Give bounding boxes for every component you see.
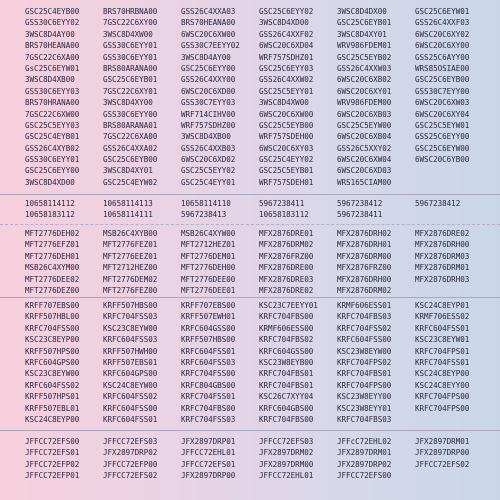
table-row — [0, 403, 500, 414]
part-code-cell: 5967238412 — [337, 199, 383, 208]
part-code-cell: JFFCC72EHL01 — [181, 448, 236, 458]
part-code-cell: 6WSC20C6XD04 — [259, 41, 314, 51]
part-code-cell: JFX2897DRM01 — [415, 437, 470, 446]
part-code-cell: WRS165CIAM00 — [337, 177, 392, 187]
part-code-cell: JFFCC72EFP00 — [103, 459, 158, 469]
part-code-cell: GSC25C5EYY01 — [259, 86, 314, 96]
part-code-cell: GSC25C5EYW00 — [337, 120, 392, 130]
part-code-cell: MFX2876DRH00 — [415, 240, 470, 250]
part-code-cell: JFFCC72EFP02 — [25, 459, 80, 469]
part-code-cell: KRFC604FSS02 — [25, 380, 80, 390]
part-code-cell: GSS30C6EYY02 — [25, 18, 80, 28]
table-row — [0, 198, 500, 209]
table-row — [0, 300, 500, 311]
part-code-cell: MFX2876DRM02 — [337, 285, 392, 295]
part-code-cell: GSS26C5XXY02 — [337, 143, 392, 153]
table-row — [0, 414, 500, 425]
part-code-cell: 6WSC20C6XW00 — [259, 109, 314, 119]
part-code-cell: KRFF507HBL00 — [25, 312, 80, 322]
part-code-cell: 3WSC8D4AY00 — [25, 29, 75, 39]
part-code-cell: KRFC704FBS03 — [337, 312, 392, 322]
table-row — [0, 143, 500, 154]
part-code-cell: BRS70HEANA00 — [181, 18, 236, 28]
part-code-cell: KSC23W8EYY01 — [337, 403, 392, 413]
part-code-cell: 3WSC8D4DX00 — [337, 7, 387, 16]
part-code-cell: 5967238411 — [337, 210, 383, 220]
part-code-cell: KRFC704FSS03 — [181, 414, 236, 424]
table-row — [0, 74, 500, 85]
part-code-cell: KRFC704FSS03 — [103, 312, 158, 322]
part-code-cell: JFX2897DRM00 — [259, 459, 314, 469]
part-code-cell: MFX2876DRE03 — [259, 274, 314, 284]
part-code-cell: MFX2876FRZ00 — [337, 263, 392, 273]
part-code-cell: WRV986FDEM00 — [337, 98, 392, 108]
part-code-cell: WRF757SDHZ01 — [259, 52, 314, 62]
table-row — [0, 52, 500, 63]
part-code-cell: JFFCC72EFP01 — [25, 471, 80, 481]
part-code-cell: KRFC604FSS01 — [103, 414, 158, 424]
table-row — [0, 285, 500, 296]
part-code-cell: JFFCC72EFS00 — [337, 471, 392, 481]
part-code-cell: JFFcC72EHL02 — [337, 437, 392, 446]
part-code-cell: 10658183112 — [25, 210, 75, 220]
part-code-cell: KSC23C8EYP00 — [25, 335, 80, 345]
part-code-cell: MSB26C4XYW00 — [181, 229, 236, 238]
part-code-cell: 7GSC22C6XY01 — [103, 86, 158, 96]
part-code-cell: 3WSC8D4XW00 — [259, 98, 309, 108]
table-row — [0, 323, 500, 334]
part-code-cell: 6WSC20C6XD02 — [181, 155, 236, 165]
part-code-cell: KSC23C8EYW01 — [415, 335, 470, 345]
part-code-cell: 6WSC20C6XY00 — [415, 41, 470, 51]
part-code-cell: MFX2876DRE00 — [259, 263, 314, 273]
part-code-cell: JFX2897DRP01 — [181, 437, 236, 446]
table-row — [0, 459, 500, 470]
table-row — [0, 357, 500, 368]
part-code-cell: WRF757SDEH01 — [259, 177, 314, 187]
section-divider — [0, 194, 500, 195]
part-code-cell: BRS70HRANA00 — [25, 98, 80, 108]
part-code-cell: 3WSC8D4XY01 — [103, 166, 153, 176]
part-code-cell: KRFF707EBS00 — [181, 301, 236, 310]
table-row — [0, 334, 500, 345]
table-row — [0, 63, 500, 74]
part-code-cell: KRFC604GPS00 — [25, 357, 80, 367]
part-code-cell: MFT2776DEE02 — [25, 274, 80, 284]
table-row — [0, 251, 500, 262]
part-code-cell: 6WSC20C6XB02 — [337, 75, 392, 85]
part-code-cell: 6WSC20C6XW03 — [415, 98, 470, 108]
part-code-cell: 5967238412 — [415, 199, 461, 208]
part-code-cell: KRMF606ESS00 — [259, 323, 314, 333]
part-code-cell: KRFC704FSS00 — [181, 369, 236, 379]
table-row — [0, 311, 500, 322]
part-code-cell: 3WSC8D4XB00 — [181, 132, 231, 142]
part-code-cell: MFT2712HEZ01 — [181, 240, 236, 250]
part-code-cell — [415, 209, 491, 220]
part-code-cell: GSC25C6EYW01 — [415, 7, 470, 16]
table-row — [0, 86, 500, 97]
part-code-cell: MFX2876DRE02 — [259, 285, 314, 295]
part-code-cell: GSS30C7EYY03 — [181, 98, 236, 108]
part-code-cell: BRS80ARANA00 — [103, 63, 158, 73]
section-divider — [0, 430, 500, 431]
part-code-cell: GSS30C7EEYY02 — [181, 41, 240, 51]
part-code-cell: 7GSC22C6XA00 — [25, 52, 80, 62]
part-code-cell: 6WSC20C6XY04 — [415, 109, 470, 119]
part-code-cell: JFX2897DRP00 — [415, 448, 470, 458]
part-code-cell: KSC23W8EYB00 — [259, 357, 314, 367]
table-row — [0, 228, 500, 239]
part-code-cell: GSS30C6EYY01 — [25, 155, 80, 165]
part-code-cell: MFT2776EFZ01 — [25, 240, 80, 250]
part-code-cell: KRMF706ESS02 — [415, 312, 470, 322]
part-code-cell: GSS25C6EYY00 — [415, 132, 470, 142]
part-code-cell: 10658183112 — [259, 210, 309, 220]
part-code-cell: KRFC704FSS01 — [181, 392, 236, 402]
part-code-cell: WRF757SDHZ00 — [181, 120, 236, 130]
part-code-cell: GSC25C6EYY02 — [259, 7, 314, 16]
part-code-cell: JFFCC72EHL01 — [259, 471, 314, 481]
part-code-cell: MFT2776DEZ00 — [25, 285, 80, 295]
part-code-cell: GSS26C4XXB03 — [181, 143, 236, 153]
part-code-cell: MFT2776DEM02 — [103, 274, 158, 284]
part-code-cell: GSC25C6EYY00 — [181, 63, 236, 73]
part-code-cell: KRFF507HBS00 — [103, 301, 158, 310]
part-code-cell: GSS30C6EYY00 — [103, 109, 158, 119]
part-code-cell: GSS25C6AYY00 — [415, 52, 470, 62]
part-code-cell: WRS85OSIAE00 — [415, 63, 470, 73]
part-code-cell: KRFC704FPS01 — [415, 346, 470, 356]
part-code-cell: GSC25C6EYW00 — [415, 143, 470, 153]
part-code-cell: 6WSC20C6XW04 — [337, 155, 392, 165]
part-code-cell: GSC25C5EYY03 — [25, 120, 80, 130]
part-code-cell: JFFCC72EFS03 — [259, 437, 314, 446]
table-row — [0, 6, 500, 17]
part-code-cell: JFX2897DRP02 — [103, 448, 158, 458]
part-code-cell: GSS26C4XXW02 — [259, 75, 314, 85]
part-code-cell: MFT2776DEE00 — [181, 274, 236, 284]
table-row — [0, 17, 500, 28]
part-code-cell: 3WSC8D4XY00 — [103, 98, 153, 108]
part-code-cell: KRFC604GPS00 — [103, 369, 158, 379]
part-code-cell: 5967238411 — [259, 199, 305, 208]
part-code-cell: GSC25C4EYB00 — [25, 7, 80, 16]
part-code-cell: KRFF507HPS01 — [25, 392, 80, 402]
part-code-cell: KRFC604FSS00 — [337, 335, 392, 345]
part-code-cell: JFFCC72EFS00 — [25, 437, 80, 446]
part-code-cell: KSC24C8EYW00 — [103, 380, 158, 390]
part-code-cell: GSS26C4XXW03 — [337, 63, 392, 73]
part-code-cell: KRFC704FBS01 — [259, 369, 314, 379]
part-code-cell: GSC25C5EYY02 — [181, 166, 236, 176]
part-code-cell: KSC26C7XYY04 — [259, 392, 314, 402]
part-code-cell: KRFF507EWH01 — [181, 312, 236, 322]
part-code-cell: GSC25C4EYB01 — [25, 132, 80, 142]
part-code-cell: KSC24C8EYP01 — [415, 301, 470, 310]
part-code-cell: 6WSC20C6YB00 — [415, 155, 470, 165]
part-code-cell: GSS30C6EYY01 — [103, 41, 158, 51]
part-code-cell: KRFC704FBS03 — [337, 414, 392, 424]
part-code-cell: KRFC804GBS00 — [181, 380, 236, 390]
part-code-cell: KRFC704FBS02 — [259, 335, 314, 345]
part-code-cell: MFT2776DEH01 — [25, 251, 80, 261]
part-code-cell: KRFC704FBS00 — [181, 403, 236, 413]
table-row — [0, 131, 500, 142]
table-row — [0, 368, 500, 379]
part-code-cell: GSC25C6EYB00 — [103, 155, 158, 165]
part-code-cell: WRV986FDEM01 — [337, 41, 392, 51]
part-code-cell: KRFC604GBS00 — [259, 403, 314, 413]
part-code-cell: 6WSC20C6XW00 — [181, 29, 236, 39]
part-code-cell: JFFCC72EFS01 — [181, 459, 236, 469]
table-row — [0, 165, 500, 176]
part-code-cell: MFT2776DEM01 — [181, 251, 236, 261]
part-code-cell: KRFC704FBS01 — [259, 380, 314, 390]
part-code-cell: KRFC704FBS00 — [259, 414, 314, 424]
part-code-cell: JFFCC72EFS02 — [415, 459, 470, 469]
part-code-cell: BRS70HEANA00 — [25, 41, 80, 51]
part-code-cell: MFX2876DRM03 — [415, 251, 470, 261]
part-code-cell: JFFCC72EFS01 — [25, 448, 80, 458]
block-mft — [0, 228, 500, 296]
part-code-cell: GSS26C4XXA03 — [181, 7, 236, 16]
part-code-cell: MFX2876DRH02 — [337, 229, 392, 238]
part-code-cell: KRFC704FPS00 — [337, 380, 392, 390]
part-code-cell: MFX2876DRH00 — [337, 274, 392, 284]
part-code-cell — [415, 285, 491, 296]
part-code-cell: KRFC704FSS01 — [415, 357, 470, 367]
table-row — [0, 177, 500, 188]
part-code-cell: MFX2876DRH01 — [337, 240, 392, 250]
part-code-cell: 7GSC22C6XA00 — [103, 132, 158, 142]
part-code-cell: WRF757SDEH00 — [259, 132, 314, 142]
part-code-cell: GSC25C5EYW01 — [415, 120, 470, 130]
part-code-cell: 10658114110 — [181, 199, 231, 208]
part-code-cell: JFX2897DRP02 — [337, 459, 392, 469]
part-code-cell: KRFF707EBS00 — [25, 301, 80, 310]
part-code-cell: MFX2876DRE01 — [259, 229, 314, 238]
part-code-cell: KRFC604FSS01 — [181, 346, 236, 356]
section-divider — [0, 297, 500, 298]
part-code-cell: KRMF606ESS01 — [337, 301, 392, 310]
part-code-cell: KRFC604FSS03 — [103, 335, 158, 345]
table-row — [0, 97, 500, 108]
part-code-cell: GSC25C5EYB02 — [337, 52, 392, 62]
part-code-cell: KSC24C8EYP00 — [415, 369, 470, 379]
part-code-cell: GSC25C4EYY02 — [259, 155, 314, 165]
part-code-cell: GSC25C4EYW02 — [103, 177, 158, 187]
part-code-cell: KRFC704FBS01 — [337, 369, 392, 379]
block-jffc — [0, 436, 500, 482]
part-code-cell: GSC25C6EYB01 — [103, 75, 158, 85]
table-row — [0, 447, 500, 458]
table-row — [0, 29, 500, 40]
part-code-cell: GSC25C6EYY00 — [25, 166, 80, 176]
part-code-cell: KRFF507HPS00 — [25, 346, 80, 356]
part-code-cell: KRFC604GSS00 — [259, 346, 314, 356]
part-code-cell: 3WSC8D4XD00 — [259, 18, 309, 28]
part-code-cell: MFT2776EEZ01 — [103, 251, 158, 261]
part-code-cell: JFX2897DRP00 — [181, 471, 236, 481]
table-row — [0, 346, 500, 357]
part-code-cell: 6WSC20C6XY01 — [337, 86, 392, 96]
table-row — [0, 120, 500, 131]
part-code-cell: KRFC604GSS00 — [181, 323, 236, 333]
part-code-cell: GSC25C5EYB00 — [259, 120, 314, 130]
part-code-cell: GSS26C4XXY00 — [181, 75, 236, 85]
part-code-cell: KRFC704FSS00 — [25, 323, 80, 333]
part-code-cell: MFT2712HEZ00 — [103, 263, 158, 273]
part-code-cell: 6WSC20C6XY03 — [259, 143, 314, 153]
table-row — [0, 209, 500, 220]
part-code-cell: GSS30C6EYY03 — [25, 86, 80, 96]
part-code-cell: JFFCC72EFS03 — [103, 437, 158, 446]
part-code-cell: MFX2876DRM02 — [259, 240, 314, 250]
part-code-cell: MFT2776DEH02 — [25, 229, 80, 238]
part-code-cell: GSS30C6EYY01 — [103, 52, 158, 62]
part-code-cell: 10658114111 — [103, 210, 153, 220]
table-row — [0, 154, 500, 165]
part-code-cell: MFX2876FRZ00 — [259, 251, 314, 261]
part-code-cell: MSB26C4XYM00 — [25, 263, 80, 273]
block-numbers — [0, 198, 500, 221]
part-code-cell: KSC24C8EYP00 — [25, 414, 80, 424]
part-code-cell: 6WSC20C6XY02 — [415, 29, 470, 39]
part-code-cell: 3WSC8D4XD00 — [25, 177, 75, 187]
part-code-cell: KRFC704FPS00 — [415, 403, 470, 413]
part-code-cell: JFX2897DRM02 — [259, 448, 314, 458]
part-code-cell: MFT2776DEE01 — [181, 285, 236, 295]
part-code-cell: GSS26C4XYB02 — [25, 143, 80, 153]
block-gsc — [0, 6, 500, 188]
part-code-cell: KRFC704FBS00 — [259, 312, 314, 322]
part-code-cell: KRFC704FPS02 — [337, 357, 392, 367]
part-code-cell: KRFF507EBL01 — [25, 403, 80, 413]
section-divider — [0, 224, 500, 225]
table-row — [0, 109, 500, 120]
part-code-cell: 6WSC20C6XB03 — [337, 109, 392, 119]
part-code-cell: 3WSC8D4AY00 — [181, 52, 231, 62]
table-row — [0, 391, 500, 402]
part-code-cell — [415, 414, 491, 425]
part-code-cell: GSC25C6EYB01 — [337, 18, 392, 28]
table-row — [0, 239, 500, 250]
part-code-cell: JFX2897DRM01 — [337, 448, 392, 458]
part-code-cell: MFX2876DRM01 — [415, 263, 470, 273]
part-code-cell: MFT2776DEH00 — [181, 263, 236, 273]
part-code-cell: 7GSC22C6XY00 — [103, 18, 158, 28]
part-code-cell: MFX2876DRM00 — [337, 251, 392, 261]
part-code-cell: GSS30C7EYY00 — [415, 86, 470, 96]
part-code-cell: KRFC604FSS03 — [181, 357, 236, 367]
part-code-cell: GSC25C4EYY01 — [181, 177, 236, 187]
part-code-cell: MFT2776FEZ00 — [103, 285, 158, 295]
part-code-cell: KRFC604FSS00 — [103, 403, 158, 413]
part-code-cell: WRF714CIHV00 — [181, 109, 236, 119]
part-code-cell: 10658114113 — [103, 199, 153, 208]
part-code-cell: KRFF507HBS00 — [181, 335, 236, 345]
table-row — [0, 274, 500, 285]
part-code-cell: GSS26C4XXA02 — [103, 143, 158, 153]
part-code-cell: KRFC704FPS00 — [415, 392, 470, 402]
part-code-cell: GSC25C6EYY03 — [259, 63, 314, 73]
part-code-cell: 5967238413 — [181, 210, 227, 220]
part-code-cell: KSC23C7EEYY01 — [259, 301, 318, 310]
part-code-cell: KSC23C8EYW00 — [25, 369, 80, 379]
part-code-cell: KSC23W8EYW00 — [337, 346, 392, 356]
part-code-cell: KSC24C8EYY00 — [415, 380, 470, 390]
table-row — [0, 470, 500, 481]
part-code-cell: KSC23C8EYW00 — [103, 323, 158, 333]
table-row — [0, 262, 500, 273]
part-code-cell: KRFC604FSS02 — [103, 392, 158, 402]
table-row — [0, 436, 500, 447]
part-code-cell — [415, 165, 491, 176]
part-code-cell: MFX2876DRE02 — [415, 229, 470, 238]
part-code-cell: KRFC704FSS02 — [337, 323, 392, 333]
part-code-cell: 3WSC8D4XB00 — [25, 75, 75, 85]
part-code-cell: MSB26C4XYB00 — [103, 229, 158, 238]
part-code-cell: GsC25C6EYW01 — [25, 63, 80, 73]
part-code-cell: GSS26C4XXF02 — [259, 29, 314, 39]
block-krff — [0, 300, 500, 425]
part-code-cell — [415, 177, 491, 188]
part-code-cell: 6WSC20C6XD00 — [181, 86, 236, 96]
part-code-cell: GSC25C6EYB00 — [415, 75, 470, 85]
part-code-cell: 3WSC8D4XW00 — [103, 29, 153, 39]
table-row — [0, 380, 500, 391]
part-code-cell — [415, 470, 491, 481]
part-code-cell: BRS70HRBNA00 — [103, 7, 158, 16]
part-code-cell: JFFCC72EFS02 — [103, 471, 158, 481]
part-code-cell: MFX2876DRH03 — [415, 274, 470, 284]
part-code-cell: 7GSC22C6XW00 — [25, 109, 80, 119]
part-code-cell: MFT2776FEZ01 — [103, 240, 158, 250]
part-code-cell: KRFF507EBS01 — [103, 357, 158, 367]
part-code-cell: 10658114112 — [25, 199, 75, 208]
part-code-cell: KRFF507HWH00 — [103, 346, 158, 356]
part-code-cell: GSC25C5EYB01 — [259, 166, 314, 176]
part-code-cell: 6WSC20C6XD03 — [337, 166, 392, 176]
part-code-cell: GSS26C4XXF03 — [415, 18, 470, 28]
part-code-cell: 6WSC20C6XB04 — [337, 132, 392, 142]
table-row — [0, 40, 500, 51]
part-code-cell: KSC23W8EYY00 — [337, 392, 392, 402]
part-code-cell: KRFC604FSS01 — [415, 323, 470, 333]
part-code-cell: BRS80ARANA01 — [103, 120, 158, 130]
part-code-cell: 3WSC8D4XY01 — [337, 29, 387, 39]
